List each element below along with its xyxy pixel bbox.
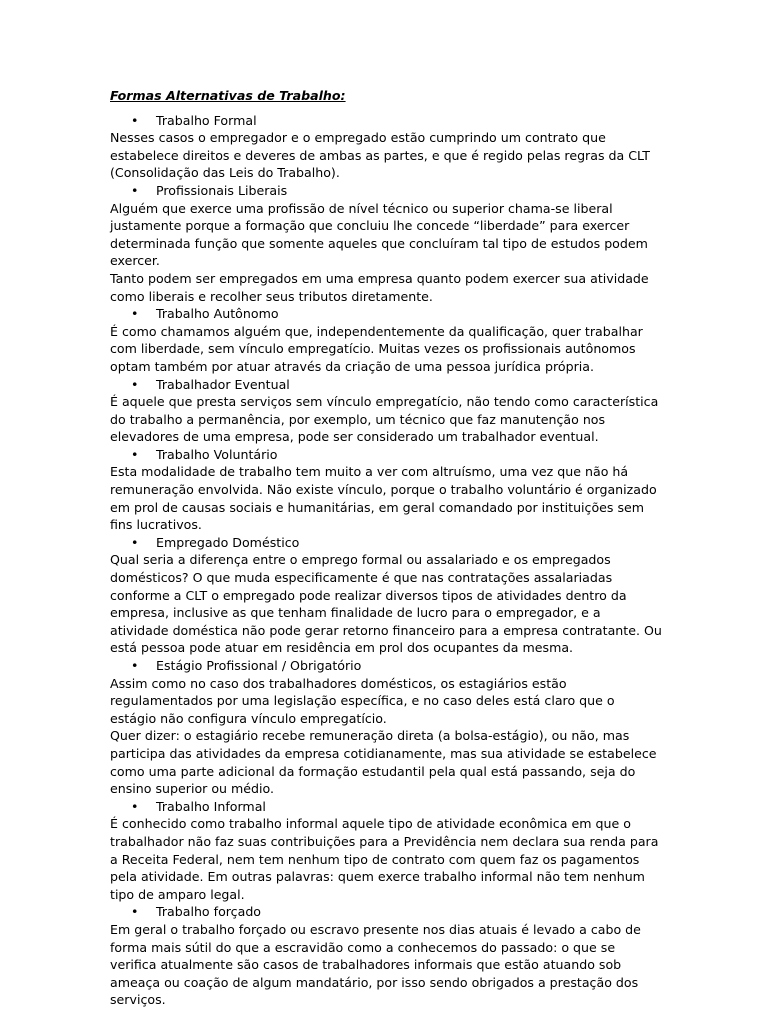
bullet-heading: [110, 903, 662, 921]
bullet-heading: [110, 182, 662, 200]
section-heading: Trabalho forçado: [156, 904, 262, 920]
section-heading: Trabalho Formal: [156, 112, 257, 128]
bullet-icon: •: [131, 112, 139, 128]
section-trabalhador-eventual: [110, 376, 662, 446]
bullet-heading: [110, 446, 662, 464]
paragraph: É conhecido como trabalho informal aquele tipo de atividade econômica em que o trabalhador não faz suas contribuições para a Previdência nem declara sua renda para a Receita Federal, nem tem nenhum tipo de contrato com quem faz os pagamentos pela atividade. Em outras palavras: quem exerce trabalho informal não tem nenhum tipo de amparo legal.: [110, 816, 659, 902]
bullet-icon: •: [131, 658, 139, 673]
paragraph: Qual seria a diferença entre o emprego formal ou assalariado e os empregados domésticos? O que muda especificamente é que nas contratações assalariadas conforme a CLT o empregado pode realizar diversos tipos de atividades dentro da empresa, inclusive as que tenham finalidade de lucro para o empregador, e a atividade doméstica não pode gerar retorno financeiro para a empresa contratante. Ou está pessoa pode atuar em residência em prol dos ocupantes da mesma.: [110, 552, 662, 656]
bullet-icon: •: [131, 306, 139, 322]
section-trabalho-informal: [110, 798, 662, 904]
bullet-heading: [110, 376, 662, 394]
paragraph: Assim como no caso dos trabalhadores domésticos, os estagiários estão regulamentados por uma legislação específica, e no caso deles está claro que o estágio não configura vínculo empregatício.: [110, 675, 615, 726]
paragraph: Em geral o trabalho forçado ou escravo presente nos dias atuais é levado a cabo de forma mais sútil do que a escravidão como a conhecemos do passado: o que se verifica atualmente são casos de trabalhadores informais que estão atuando sob ameaça ou coação de algum mandatário, por isso sendo obrigados a prestação dos serviços.: [110, 921, 641, 1008]
paragraph: Tanto podem ser empregados em uma empresa quanto podem exercer sua atividade como liberais e recolher seus tributos diretamente.: [110, 270, 649, 304]
section-profissionais-liberais: [110, 182, 662, 305]
bullet-heading: [110, 534, 662, 552]
document-body: [110, 87, 662, 1009]
section-heading: Profissionais Liberais: [156, 182, 288, 198]
section-heading: Estágio Profissional / Obrigatório: [156, 658, 362, 673]
bullet-icon: •: [131, 798, 139, 814]
section-heading: Trabalho Voluntário: [156, 446, 278, 462]
section-heading: Trabalho Autônomo: [156, 306, 279, 322]
section-trabalho-forcado: [110, 903, 662, 1009]
bullet-heading: [110, 798, 662, 816]
section-trabalho-voluntario: [110, 446, 662, 534]
bullet-icon: •: [131, 376, 139, 392]
paragraph: Quer dizer: o estagiário recebe remuneração direta (a bolsa-estágio), ou não, mas participa das atividades da empresa cotidianamente, mas sua atividade se estabelece como uma parte adicional da formação estudantil pela qual está passando, seja do ensino superior ou médio.: [110, 728, 657, 797]
bullet-icon: •: [131, 182, 139, 198]
section-heading: Trabalhador Eventual: [156, 376, 290, 392]
paragraph: Alguém que exerce uma profissão de nível técnico ou superior chama-se liberal justamente porque a formação que concluiu lhe concede “liberdade” para exercer determinada função que somente aqueles que concluíram tal tipo de estudos podem exercer.: [110, 200, 648, 269]
section-heading: Trabalho Informal: [156, 798, 266, 814]
bullet-icon: •: [131, 446, 139, 462]
section-heading: Empregado Doméstico: [156, 534, 300, 550]
section-empregado-domestico: [110, 534, 662, 657]
bullet-heading: [110, 657, 662, 675]
bullet-heading: [110, 305, 662, 323]
bullet-icon: •: [131, 534, 139, 550]
bullet-heading: [110, 112, 662, 130]
section-trabalho-formal: [110, 112, 662, 182]
paragraph: É aquele que presta serviços sem vínculo empregatício, não tendo como característica do trabalho a permanência, por exemplo, um técnico que faz manutenção nos elevadores de uma empresa, pode ser considerado um trabalhador eventual.: [110, 394, 659, 445]
section-trabalho-autonomo: [110, 305, 662, 375]
document-title: Formas Alternativas de Trabalho:: [110, 88, 346, 103]
section-estagio: [110, 657, 662, 798]
paragraph: Esta modalidade de trabalho tem muito a ver com altruísmo, uma vez que não há remuneração envolvida. Não existe vínculo, porque o trabalho voluntário é organizado em prol de causas sociais e humanitárias, em geral comandado por instituições sem fins lucrativos.: [110, 464, 657, 533]
paragraph: Nesses casos o empregador e o empregado estão cumprindo um contrato que estabelece direitos e deveres de ambas as partes, e que é regido pelas regras da CLT (Consolidação das Leis do Trabalho).: [110, 130, 650, 181]
paragraph: É como chamamos alguém que, independentemente da qualificação, quer trabalhar com liberdade, sem vínculo empregatício. Muitas vezes os profissionais autônomos optam também por atuar através da criação de uma pessoa jurídica própria.: [110, 323, 643, 374]
bullet-icon: •: [131, 904, 139, 920]
